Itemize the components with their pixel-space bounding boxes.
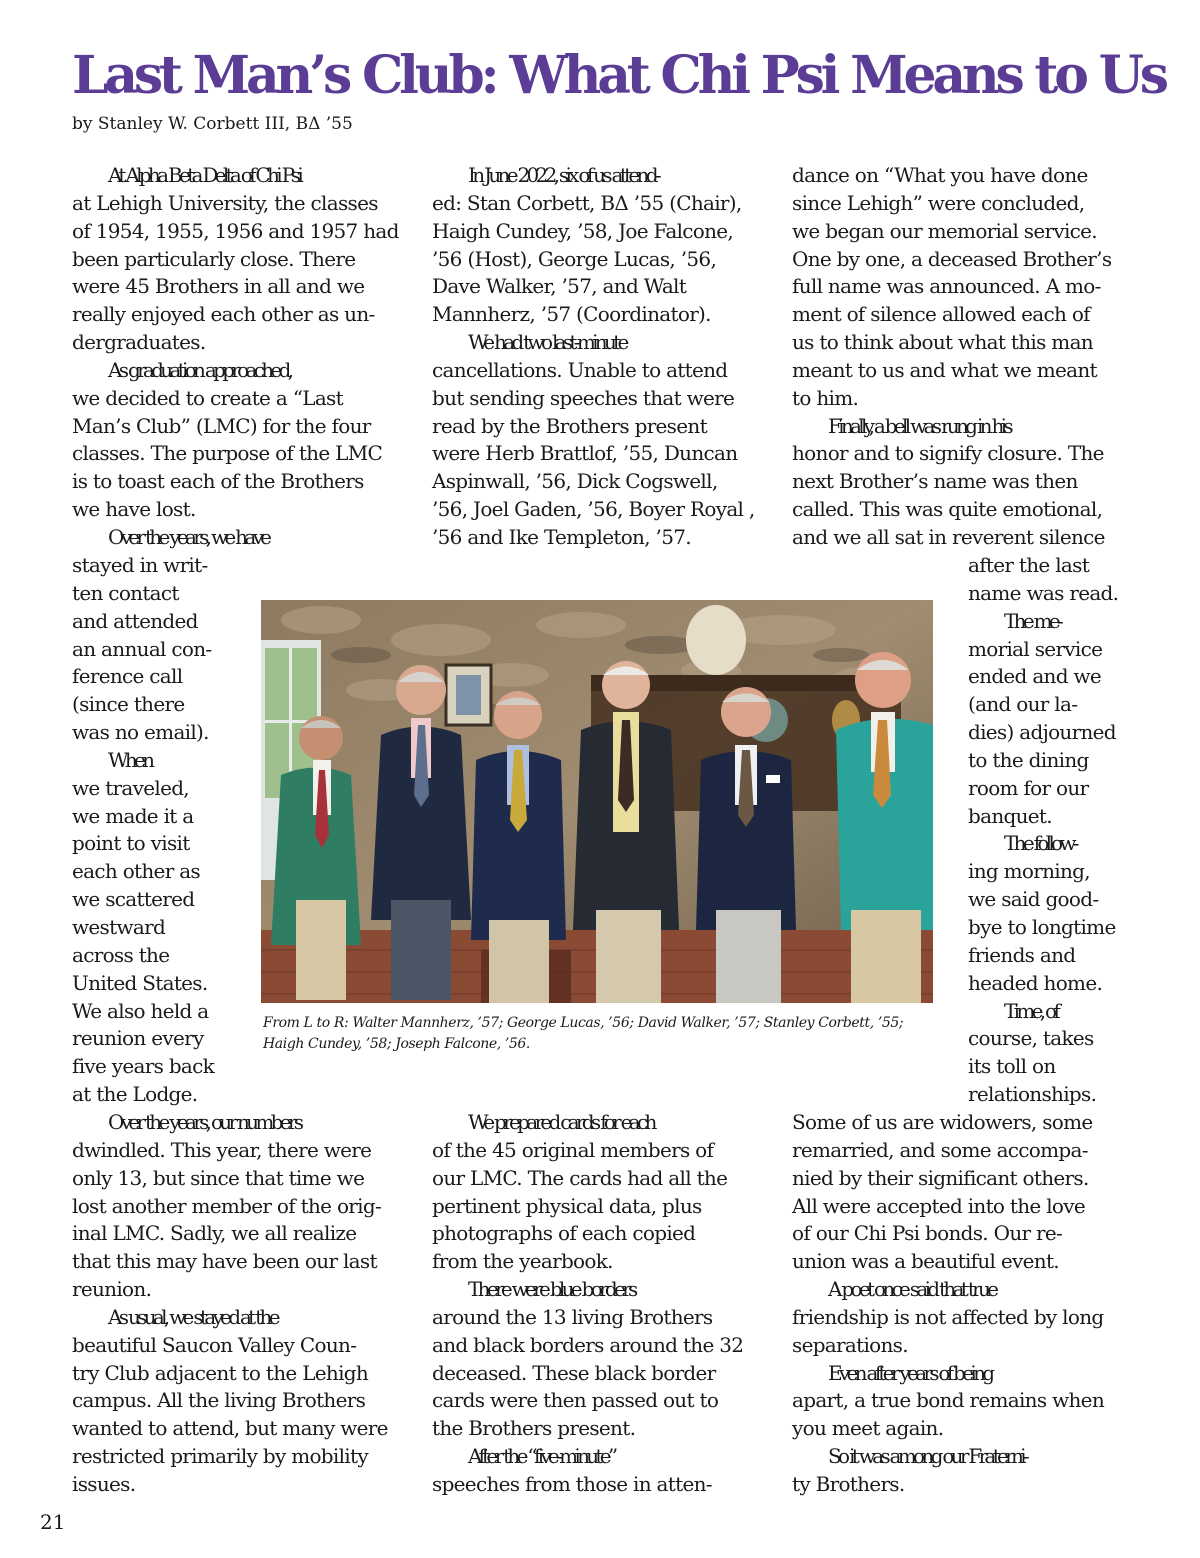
text-line: stayed in writ- — [72, 553, 208, 577]
text-line: wanted to attend, but many were — [72, 1416, 388, 1441]
text-line: you meet again. — [792, 1416, 944, 1441]
text-line: at the Lodge. — [72, 1082, 198, 1107]
text-line: each other as — [72, 859, 200, 884]
text-line: the Brothers present. — [432, 1416, 636, 1441]
text-line: headed home. — [968, 970, 1103, 995]
text-line: ty Brothers. — [792, 1471, 905, 1496]
column-1-top-text — [72, 162, 412, 552]
text-line: apart, a true bond remains when — [792, 1388, 1105, 1413]
text-line: There were blue borders — [468, 1277, 635, 1302]
text-line: relationships. — [968, 1082, 1097, 1107]
text-line: an annual con- — [72, 636, 212, 661]
text-line: but sending speeches that were — [432, 385, 735, 410]
text-line: As usual, we stayed at the — [108, 1304, 277, 1329]
text-line: friendship is not affected by long — [792, 1304, 1104, 1329]
text-line: remarried, and some accompa- — [792, 1137, 1088, 1162]
text-line: As graduation approached, — [108, 357, 291, 382]
text-line: to him. — [792, 385, 859, 410]
text-line: we have lost. — [72, 497, 196, 522]
caption-line: From L to R: Walter Mannherz, ’57; George Lucas, ’56; David Walker, ’57; Stanley Corbett, ’55; — [263, 1015, 904, 1031]
text-line: name was read. — [968, 580, 1119, 605]
text-line: dwindled. This year, there were — [72, 1137, 372, 1162]
text-line: deceased. These black border — [432, 1360, 716, 1385]
text-line: After the “five-minute” — [468, 1444, 615, 1469]
caption-line: Haigh Cundey, ’58; Joseph Falcone, ’56. — [263, 1036, 530, 1052]
page-number: 21 — [40, 1510, 66, 1534]
text-line: beautiful Saucon Valley Coun- — [72, 1332, 357, 1357]
text-line: friends and — [968, 942, 1076, 967]
column-3-top-text — [792, 162, 1137, 552]
group-photo — [261, 600, 933, 1003]
text-line: lost another member of the orig- — [72, 1193, 382, 1218]
text-line: was no email). — [72, 720, 209, 745]
text-line: only 13, but since that time we — [72, 1165, 365, 1190]
text-line: next Brother’s name was then — [792, 469, 1078, 494]
text-line: banquet. — [968, 803, 1052, 828]
text-line: try Club adjacent to the Lehigh — [72, 1360, 369, 1385]
text-line: of the 45 original members of — [432, 1137, 714, 1162]
text-line: since Lehigh” were concluded, — [792, 190, 1085, 215]
text-line: of our Chi Psi bonds. Our re- — [792, 1221, 1063, 1246]
text-line: We also held a — [72, 998, 209, 1023]
text-line: reunion every — [72, 1026, 204, 1051]
text-line: honor and to signify closure. The — [792, 441, 1104, 466]
text-line: read by the Brothers present — [432, 413, 707, 438]
text-line: us to think about what this man — [792, 330, 1093, 355]
text-line: our LMC. The cards had all the — [432, 1165, 728, 1190]
text-line: cancellations. Unable to attend — [432, 357, 728, 382]
column-3-bottom-text — [792, 1109, 1137, 1499]
column-3-wrap-text — [968, 552, 1138, 1109]
text-line: around the 13 living Brothers — [432, 1304, 713, 1329]
text-line: were Herb Brattlof, ’55, Duncan — [432, 441, 738, 466]
photo-caption — [263, 1013, 933, 1055]
column-1-bottom-text — [72, 1109, 412, 1499]
text-line: ference call — [72, 664, 183, 689]
text-line: cards were then passed out to — [432, 1388, 719, 1413]
text-line: called. This was quite emotional, — [792, 497, 1103, 522]
text-line: dergraduates. — [72, 330, 206, 355]
text-line: The follow- — [1004, 831, 1076, 856]
text-line: point to visit — [72, 831, 190, 856]
text-line: issues. — [72, 1471, 136, 1496]
text-line: morial service — [968, 636, 1103, 661]
text-line: ’56 (Host), George Lucas, ’56, — [432, 246, 717, 271]
text-line: United States. — [72, 970, 208, 995]
text-line: its toll on — [968, 1054, 1056, 1079]
text-line: across the — [72, 942, 170, 967]
text-line: Haigh Cundey, ’58, Joe Falcone, — [432, 218, 734, 243]
text-line: ended and we — [968, 664, 1102, 689]
text-line: At Alpha Beta Delta of Chi Psi — [108, 163, 301, 187]
text-line: we began our memorial service. — [792, 218, 1097, 243]
text-line: and we all sat in reverent silence — [792, 524, 1105, 549]
text-line: we made it a — [72, 803, 194, 828]
text-line: When — [108, 747, 152, 772]
text-line: course, takes — [968, 1026, 1094, 1051]
text-line: union was a beautiful event. — [792, 1249, 1059, 1274]
text-line: campus. All the living Brothers — [72, 1388, 366, 1413]
text-line: Dave Walker, ’57, and Walt — [432, 274, 687, 299]
text-line: classes. The purpose of the LMC — [72, 441, 383, 466]
text-line: Over the years, we have — [108, 524, 269, 549]
text-line: speeches from those in atten- — [432, 1471, 712, 1496]
text-line: we decided to create a “Last — [72, 385, 343, 410]
text-line: Mannherz, ’57 (Coordinator). — [432, 302, 711, 327]
text-line: photographs of each copied — [432, 1221, 696, 1246]
text-line: Over the years, our numbers — [108, 1110, 301, 1134]
text-line: Finally, a bell was rung in his — [828, 413, 1010, 438]
text-line: westward — [72, 914, 166, 939]
text-line: One by one, a deceased Brother’s — [792, 246, 1112, 271]
article-title: Last Man’s Club: What Chi Psi Means to Us — [72, 45, 1165, 106]
text-line: In June 2022, six of us attend- — [468, 163, 658, 187]
text-line: meant to us and what we meant — [792, 357, 1097, 382]
text-line: room for our — [968, 775, 1089, 800]
text-line: (and our la- — [968, 692, 1078, 717]
text-line: been particularly close. There — [72, 246, 356, 271]
text-line: we traveled, — [72, 775, 189, 800]
text-line: separations. — [792, 1332, 908, 1357]
text-line: restricted primarily by mobility — [72, 1444, 368, 1469]
text-line: and attended — [72, 608, 198, 633]
text-line: we scattered — [72, 887, 195, 912]
text-line: All were accepted into the love — [792, 1193, 1085, 1218]
text-line: really enjoyed each other as un- — [72, 302, 375, 327]
text-line: So it was among our Fraterni- — [828, 1444, 1026, 1469]
text-line: that this may have been our last — [72, 1249, 377, 1274]
text-line: pertinent physical data, plus — [432, 1193, 702, 1218]
text-line: from the yearbook. — [432, 1249, 613, 1274]
text-line: Aspinwall, ’56, Dick Cogswell, — [432, 469, 718, 494]
text-line: bye to longtime — [968, 914, 1116, 939]
column-2-bottom-text — [432, 1109, 777, 1499]
text-line: at Lehigh University, the classes — [72, 190, 378, 215]
text-line: is to toast each of the Brothers — [72, 469, 364, 494]
text-line: ment of silence allowed each of — [792, 302, 1090, 327]
text-line: ’56, Joel Gaden, ’56, Boyer Royal , — [432, 497, 755, 522]
text-line: we said good- — [968, 887, 1099, 912]
text-line: nied by their significant others. — [792, 1165, 1089, 1190]
text-line: Some of us are widowers, some — [792, 1110, 1093, 1134]
text-line: to the dining — [968, 747, 1089, 772]
text-line: ed: Stan Corbett, BΔ ’55 (Chair), — [432, 190, 742, 215]
text-line: ten contact — [72, 580, 179, 605]
text-line: of 1954, 1955, 1956 and 1957 had — [72, 218, 399, 243]
text-line: We had two last-minute — [468, 330, 626, 355]
text-line: dies) adjourned — [968, 720, 1116, 745]
text-line: Even after years of being — [828, 1360, 992, 1385]
text-line: We prepared cards for each — [468, 1110, 654, 1134]
text-line: and black borders around the 32 — [432, 1332, 744, 1357]
text-line: inal LMC. Sadly, we all realize — [72, 1221, 357, 1246]
text-line: dance on “What you have done — [792, 163, 1088, 187]
text-line: ’56 and Ike Templeton, ’57. — [432, 524, 691, 549]
text-line: Man’s Club” (LMC) for the four — [72, 413, 371, 438]
text-line: reunion. — [72, 1277, 152, 1302]
text-line: The me- — [1004, 608, 1061, 633]
text-line: A poet once said that true — [828, 1277, 996, 1302]
text-line: after the last — [968, 553, 1090, 577]
text-line: Time, of — [1004, 998, 1058, 1023]
text-line: (since there — [72, 692, 185, 717]
text-line: were 45 Brothers in all and we — [72, 274, 365, 299]
text-line: full name was announced. A mo- — [792, 274, 1101, 299]
text-line: ing morning, — [968, 859, 1090, 884]
column-1-wrap-text — [72, 552, 252, 1109]
text-line: five years back — [72, 1054, 215, 1079]
byline: by Stanley W. Corbett III, BΔ ’55 — [72, 114, 353, 134]
column-2-top-text — [432, 162, 777, 552]
